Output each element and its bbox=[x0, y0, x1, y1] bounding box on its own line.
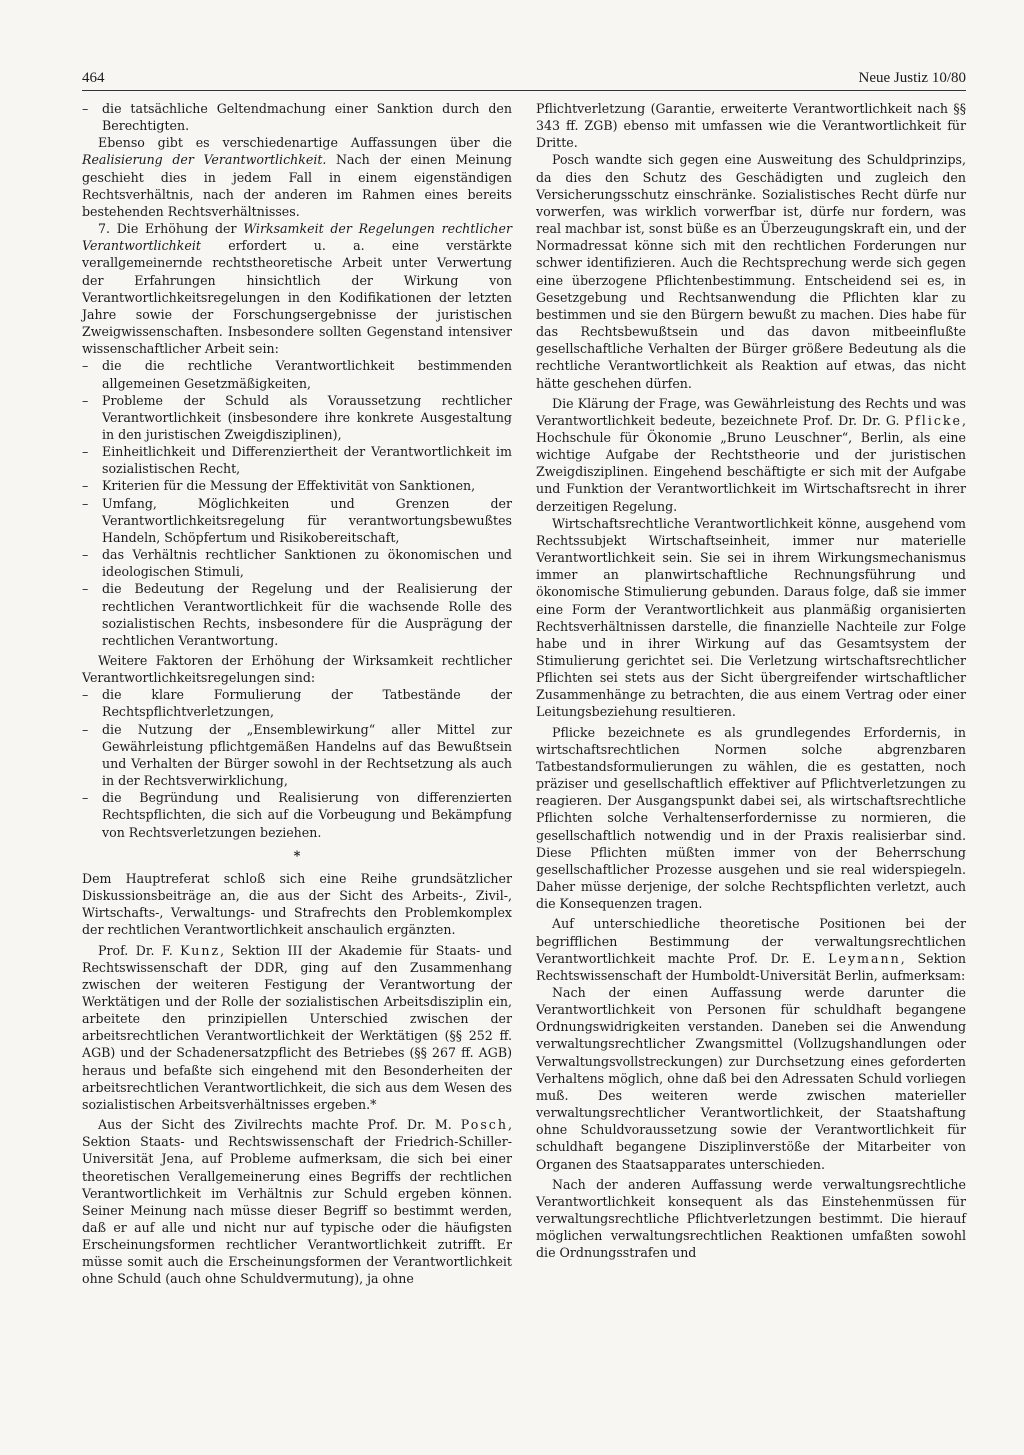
paragraph-nach-einen: Nach der einen Auffassung werde darunter die Verantwortlichkeit von Personen für schuldhaft begangene Ordnungswidrigkeiten verstanden. Daneben sei die Anwendung verwaltungsrechtlicher Zwangsmittel (Vollzugshandlungen oder Verwaltungsvollstreckungen) zur Durchsetzung eines geforderten Verhaltens möglich, ohne daß bei den Adressaten Schuld vorliegen muß. Des weiteren werde zwischen materieller verwaltungsrechtlicher Verantwortlichkeit, der Staatshaftung ohne Schuldvoraussetzung sowie der Verantwortlichkeit für schuldhaft begangene Disziplinverstöße der Mitarbeiter von Organen des Staatsapparates unterschieden. bbox=[536, 984, 966, 1172]
journal-issue: Neue Justiz 10/80 bbox=[858, 70, 966, 86]
list-item: – das Verhältnis rechtlicher Sanktionen zu ökonomischen und ideologischen Stimuli, bbox=[82, 546, 512, 580]
paragraph-ebenso: Ebenso gibt es verschiedenartige Auffassungen über die Realisierung der Verantwortlichkeit. Nach der einen Meinung geschieht dies in jedem Fall in einem eigenständigen Rechtsverhältnis, nach der anderen im Rahmen eines bereits bestehenden Rechtsverhältnisses. bbox=[82, 135, 512, 219]
list-item: – die tatsächliche Geltendmachung einer Sanktion durch den Berechtigten. bbox=[82, 100, 512, 134]
bullet-list-research-topics bbox=[82, 357, 512, 649]
list-item: – Probleme der Schuld als Voraussetzung rechtlicher Verantwortlichkeit (insbesondere ihre konkrete Ausgestaltung in den juristischen Zweigdisziplinen), bbox=[82, 392, 512, 443]
list-item: – die Nutzung der „Ensemblewirkung“ aller Mittel zur Gewährleistung pflichtgemäßen Handelns auf das Bewußtsein und Verhalten der Bürger sowohl in der Rechtsetzung als auch in der Rechtsverwirklichung, bbox=[82, 721, 512, 790]
paragraph-weitere: Weitere Faktoren der Erhöhung der Wirksamkeit rechtlicher Verantwortlichkeitsregelungen sind: bbox=[82, 653, 512, 686]
paragraph-nach-anderen: Nach der anderen Auffassung werde verwaltungsrechtliche Verantwortlichkeit konsequent als das Einstehenmüssen für verwaltungsrechtliche Pflichtverletzungen bestimmt. Die hierauf möglichen verwaltungsrechtlichen Reaktionen umfaßten sowohl die Ordnungsstrafen und bbox=[536, 1176, 966, 1261]
paragraph-leymann: Auf unterschiedliche theoretische Positionen bei der begrifflichen Bestimmung der verwaltungsrechtlichen Verantwortlichkeit machte Prof. Dr. E. Leymann, Sektion Rechtswissenschaft der Humboldt-Universität Berlin, aufmerksam: bbox=[536, 916, 966, 983]
speaker-name: Leymann bbox=[828, 950, 901, 966]
paragraph-point-7: 7. Die Erhöhung der Wirksamkeit der Regelungen rechtlicher Verantwortlichkeit erfordert u. a. eine verstärkte verallgemeinernde rechtstheoretische Arbeit unter Verwertung der Erfahrungen hinsichtlich der Wirkung von Verantwortlichkeitsregelungen in den Kodifikationen der letzten Jahre sowie der Forschungsergebnisse der juristischen Zweigwissenschaften. Insbesondere sollten Gegenstand intensiver wissenschaftlicher Arbeit sein: bbox=[82, 221, 512, 357]
list-item: – die Begründung und Realisierung von differenzierten Rechtspflichten, die sich auf die Vorbeugung und Bekämpfung von Rechtsverletzungen beziehen. bbox=[82, 789, 512, 840]
left-column bbox=[82, 100, 512, 1288]
list-item: – die klare Formulierung der Tatbestände der Rechtspflichtverletzungen, bbox=[82, 686, 512, 720]
speaker-name: Pflicke bbox=[904, 412, 962, 428]
list-item: – Kriterien für die Messung der Effektivität von Sanktionen, bbox=[82, 477, 512, 494]
right-column bbox=[536, 100, 966, 1261]
paragraph-posch-2: Posch wandte sich gegen eine Ausweitung des Schuldprinzips, da dies den Schutz des Geschädigten und zugleich den Versicherungsschutz einschränke. Sozialistisches Recht dürfe nur vorwerfen, was wirklich vorwerfbar ist, dürfe nur fordern, was real machbar ist, sonst büße es an Überzeugungskraft ein, und der Normadressat könne sich mit den rechtlichen Forderungen nur schwer identifizieren. Auch die Rechtsprechung werde sich gegen eine überzogene Pflichtenbestimmung. Entscheidend sei es, in Gesetzgebung und Rechtsanwendung die Pflichten klar zu bestimmen und sie den Bürgern bewußt zu machen. Dies habe für das Rechtsbewußtsein und das davon mitbeeinflußte gesellschaftliche Verhalten der Bürger größere Bedeutung als die rechtliche Verantwortlichkeit als Reaktion auf etwas, das nicht hätte geschehen dürfen. bbox=[536, 152, 966, 391]
paragraph-posch: Aus der Sicht des Zivilrechts machte Prof. Dr. M. Posch, Sektion Staats- und Rechtswissenschaft der Friedrich-Schiller-Universität Jena, auf Probleme aufmerksam, die sich bei einer theoretischen Verallgemeinerung eines Begriffs der rechtlichen Verantwortlichkeit im Verhältnis zur Schuld ergeben können. Seiner Meinung nach müsse dieser Begriff so bestimmt werden, daß er auf alle und nicht nur auf typische oder die häufigsten Erscheinungsformen rechtlicher Verantwortlichkeit zutrifft. Er müsse somit auch die Erscheinungsformen der Verantwortlichkeit ohne Schuld (auch ohne Schuldvermutung), ja ohne bbox=[82, 1117, 512, 1287]
paragraph-hauptreferat: Dem Hauptreferat schloß sich eine Reihe grundsätzlicher Diskussionsbeiträge an, die aus der Sicht des Arbeits-, Zivil-, Wirtschafts-, Verwaltungs- und Strafrechts den Problemkomplex der rechtlichen Verantwortlichkeit anschaulich ergänzten. bbox=[82, 870, 512, 938]
speaker-name: Posch bbox=[460, 1117, 508, 1133]
bullet-list-factors bbox=[82, 686, 512, 840]
paragraph-continuation: Pflichtverletzung (Garantie, erweiterte Verantwortlichkeit nach §§ 343 ff. ZGB) ebenso mit umfassen wie die Verantwortlichkeit für Dritte. bbox=[536, 101, 966, 151]
list-item: – Einheitlichkeit und Differenziertheit der Verantwortlichkeit im sozialistischen Recht, bbox=[82, 443, 512, 477]
paragraph-wirtschaftsrecht: Wirtschaftsrechtliche Verantwortlichkeit könne, ausgehend vom Rechtssubjekt Wirtschaftseinheit, immer nur materielle Verantwortlichkeit sein. Sie sei in ihrem Wirkungsmechanismus immer an planwirtschaftliche Rechnungsführung und ökonomische Stimulierung gebunden. Daraus folge, daß sie immer eine Form der Verantwortlichkeit aus planmäßig organisierten Rechtsverhältnissen darstelle, die finanzielle Nachteile zur Folge habe und in ihrer Wirkung auf das Gesamtsystem der Stimulierung gerichtet sei. Die Verletzung wirtschaftsrechtlicher Pflichten sei stets aus der Sicht übergreifender wirtschaftlicher Zusammenhänge zu betrachten, die aus einem Vertrag oder einer Leitungsbeziehung resultieren. bbox=[536, 515, 966, 720]
page-number: 464 bbox=[82, 70, 105, 86]
list-item: – die Bedeutung der Regelung und der Realisierung der rechtlichen Verantwortlichkeit für die wachsende Rolle des sozialistischen Rechts, insbesondere für die Ausprägung der rechtlichen Verantwortung. bbox=[82, 580, 512, 649]
paragraph-pflicke-2: Pflicke bezeichnete es als grundlegendes Erfordernis, in wirtschaftsrechtlichen Normen solche abgrenzbaren Tatbestandsformulierungen zu wählen, die es gestatten, noch präziser und gesellschaftlich effektiver auf Pflichtverletzungen zu reagieren. Der Ausgangspunkt dabei sei, als wirtschaftsrechtliche Pflichten solche Verhaltenserfordernisse zu normieren, die gesellschaftlich notwendig und in der Praxis realisierbar sind. Diese Pflichten müßten immer von der Beherrschung gesellschaftlicher Prozesse ausgehen und sie real widerspiegeln. Daher müsse derjenige, der solche Rechtspflichten verletzt, auch die Konsequenzen tragen. bbox=[536, 724, 966, 912]
paragraph-kunz: Prof. Dr. F. Kunz, Sektion III der Akademie für Staats- und Rechtswissenschaft der DDR, ging auf den Zusammenhang zwischen der weiteren Festigung der Verantwortung der Werktätigen und der Rolle der sozialistischen Arbeitsdisziplin ein, arbeitete den prinzipiellen Unterschied zwischen der arbeitsrechtlichen Verantwortlichkeit der Werktätigen (§§ 252 ff. AGB) und der Schadenersatzpflicht des Betriebes (§§ 267 ff. AGB) heraus und befaßte sich eingehend mit den Besonderheiten der arbeitsrechtlichen Verantwortlichkeit, die sich aus dem Wesen des sozialistischen Arbeitsverhältnisses ergeben.* bbox=[82, 942, 512, 1112]
list-item: – die die rechtliche Verantwortlichkeit bestimmenden allgemeinen Gesetzmäßigkeiten, bbox=[82, 357, 512, 391]
paragraph-pflicke: Die Klärung der Frage, was Gewährleistung des Rechts und was Verantwortlichkeit bedeute, bezeichnete Prof. Dr. Dr. G. Pflicke, Hochschule für Ökonomie „Bruno Leuschner“, Berlin, als eine wichtige Aufgabe der Rechtstheorie und der juristischen Zweigdisziplinen. Eingehend beschäftigte er sich mit der Aufgabe und Funktion der Verantwortlichkeit im Wirtschaftsrecht in ihrer derzeitigen Regelung. bbox=[536, 395, 966, 514]
speaker-name: Kunz bbox=[180, 942, 221, 958]
list-item: – Umfang, Möglichkeiten und Grenzen der Verantwortlichkeitsregelung für verantwortungsbewußtes Handeln, Schöpfertum und Risikobereitschaft, bbox=[82, 495, 512, 546]
section-separator: * bbox=[293, 847, 301, 863]
bullet-list-top bbox=[82, 100, 512, 134]
running-header bbox=[82, 70, 966, 91]
